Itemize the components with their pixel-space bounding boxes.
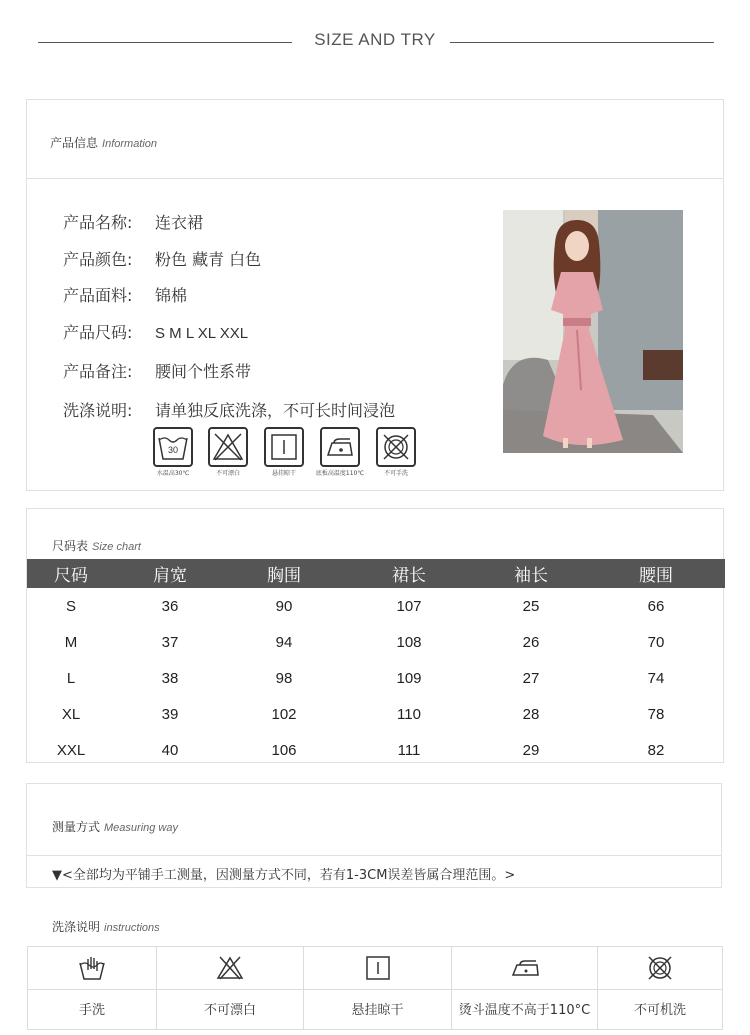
iron-icon	[510, 953, 540, 983]
table-row	[27, 732, 725, 768]
info-label: 产品备注:	[63, 362, 133, 381]
info-row-name	[63, 210, 203, 233]
info-title-cn: 产品信息	[50, 136, 99, 150]
header-line-right	[450, 42, 714, 43]
wash-cell-divider	[304, 989, 451, 990]
info-value: 请单独反底洗涤，不可长时间浸泡	[155, 401, 396, 420]
table-cell: 94	[275, 633, 293, 651]
table-cell: 66	[647, 597, 665, 615]
table-row	[27, 696, 725, 732]
wash-title	[52, 918, 160, 935]
table-cell: 28	[522, 705, 540, 723]
info-label: 产品面料:	[63, 286, 133, 305]
wash-label: 手洗	[78, 1003, 105, 1018]
header-cell: 尺码	[27, 559, 115, 588]
wash-cell-divider	[598, 989, 722, 990]
wash-30-icon	[153, 427, 193, 467]
wash-label: 不可漂白	[203, 1003, 256, 1018]
table-cell: 70	[647, 633, 665, 651]
measuring-title-cn: 测量方式	[52, 820, 101, 834]
hang-dry-icon	[363, 953, 393, 983]
info-section-title	[50, 134, 157, 151]
wash-label: 烫斗温度不高于110°C	[458, 1003, 591, 1018]
care-label: 不可漂白	[215, 470, 240, 477]
table-row	[27, 624, 725, 660]
measuring-divider	[27, 855, 721, 856]
header-cell: 肩宽	[115, 559, 225, 588]
table-cell: 111	[397, 741, 421, 759]
wash-title-cn: 洗涤说明	[52, 920, 101, 934]
info-label: 产品尺码:	[63, 323, 133, 342]
header-cell: 袖长	[475, 559, 587, 588]
table-cell: 36	[161, 597, 179, 615]
header-cell: 裙长	[343, 559, 475, 588]
size-chart-header-row	[27, 559, 725, 588]
table-cell: 108	[396, 633, 422, 651]
table-cell: S	[65, 597, 76, 615]
wash-instructions-grid	[27, 946, 723, 1030]
table-cell: XL	[61, 705, 81, 723]
info-divider	[27, 178, 723, 179]
wash-title-en: instructions	[104, 922, 160, 934]
wash-label: 悬挂晾干	[351, 1003, 404, 1018]
wash-cell-divider	[157, 989, 303, 990]
care-label: 底板高温度110℃	[315, 470, 365, 477]
measuring-note: ▼<全部均为平铺手工测量，因测量方式不同，若有1-3CM误差皆属合理范围。>	[52, 868, 516, 883]
info-label: 产品名称:	[63, 213, 133, 232]
table-cell: 27	[522, 669, 540, 687]
table-cell: 82	[647, 741, 665, 759]
wash-item-hang-dry	[304, 947, 452, 1029]
header-cell: 胸围	[225, 559, 343, 588]
info-row-size	[63, 320, 248, 343]
care-label: 水温高30℃	[156, 470, 190, 477]
table-cell: 110	[397, 705, 421, 723]
table-cell: 107	[396, 597, 422, 615]
table-cell: 90	[275, 597, 293, 615]
care-label: 不可手洗	[383, 470, 408, 477]
table-cell: XXL	[56, 741, 86, 759]
info-row-fabric	[63, 283, 187, 306]
info-row-note	[63, 359, 251, 382]
info-label: 产品颜色:	[63, 250, 133, 269]
measuring-title	[52, 818, 178, 835]
table-cell: 102	[271, 705, 297, 723]
no-machine-wash-icon	[645, 953, 675, 983]
info-value: S M L XL XXL	[155, 325, 249, 342]
wash-label: 不可机洗	[633, 1003, 686, 1018]
info-value: 锦棉	[155, 286, 188, 305]
wash-item-hand-wash	[28, 947, 157, 1029]
table-cell: 74	[647, 669, 665, 687]
table-cell: 109	[396, 669, 422, 687]
table-cell: 78	[647, 705, 665, 723]
info-label: 洗涤说明:	[63, 401, 133, 420]
table-cell: 25	[522, 597, 540, 615]
info-value: 连衣裙	[155, 213, 204, 232]
info-value: 腰间个性系带	[155, 362, 252, 381]
wash-cell-divider	[28, 989, 156, 990]
info-row-wash	[63, 398, 395, 421]
size-chart-table	[27, 559, 725, 768]
product-photo	[503, 210, 683, 453]
svg-text:30: 30	[167, 445, 179, 455]
table-cell: 106	[271, 741, 297, 759]
care-label: 悬挂晾干	[271, 470, 296, 477]
hang-dry-icon	[264, 427, 304, 467]
info-title-en: Information	[102, 138, 158, 150]
table-row	[27, 660, 725, 696]
page-title: SIZE AND TRY	[314, 30, 436, 49]
header-line-left	[38, 42, 292, 43]
wash-item-no-bleach	[157, 947, 304, 1029]
table-cell: 29	[522, 741, 540, 759]
table-cell: 40	[161, 741, 179, 759]
measuring-title-en: Measuring way	[104, 822, 178, 834]
wash-item-no-machine-wash	[598, 947, 722, 1029]
table-row	[27, 588, 725, 624]
table-cell: 98	[275, 669, 293, 687]
table-cell: 39	[161, 705, 179, 723]
size-chart-title	[52, 537, 141, 554]
table-cell: M	[64, 633, 78, 651]
header-cell: 腰围	[587, 559, 725, 588]
no-hand-wash-icon	[376, 427, 416, 467]
size-chart-title-cn: 尺码表	[52, 539, 89, 553]
table-cell: 38	[161, 669, 179, 687]
no-bleach-icon	[215, 953, 245, 983]
hand-wash-icon	[77, 953, 107, 983]
table-cell: 26	[522, 633, 540, 651]
iron-icon	[320, 427, 360, 467]
table-cell: L	[66, 669, 76, 687]
info-value: 粉色 藏青 白色	[155, 250, 262, 269]
table-cell: 37	[161, 633, 179, 651]
wash-item-iron	[452, 947, 598, 1029]
no-bleach-icon	[208, 427, 248, 467]
info-row-color	[63, 247, 261, 270]
size-chart-title-en: Size chart	[92, 541, 141, 553]
wash-cell-divider	[452, 989, 597, 990]
